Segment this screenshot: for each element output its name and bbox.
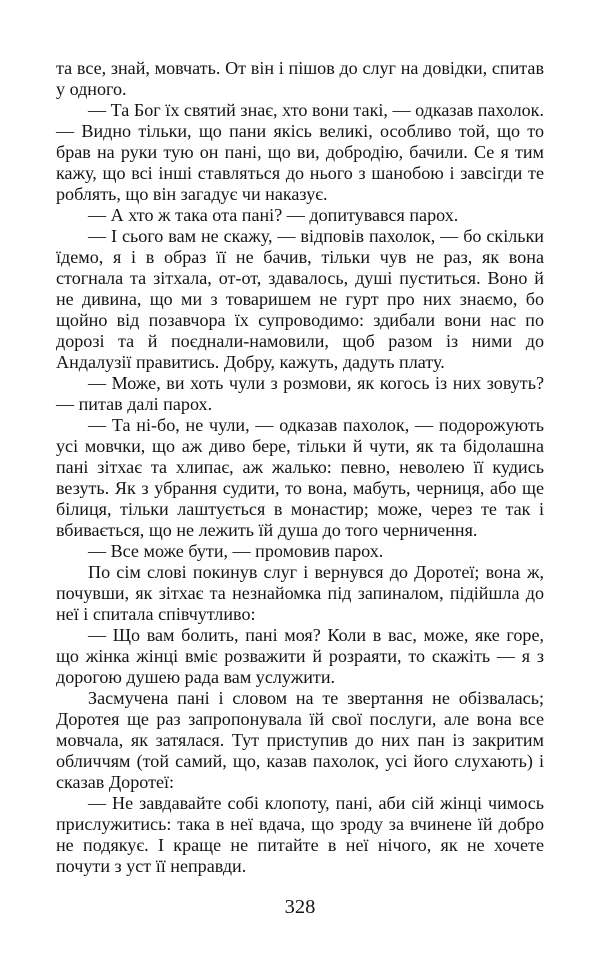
paragraph-6: — Та ні-бо, не чули, — одказав пахолок, — подорожують усі мовчки, що аж диво бере, тільки й чути, як та бідолашна пані зітхає та хлипає, аж жалько: певно, неволею її кудись везуть. Як з убрання судити, то вона, мабуть, черниця, або ще білиця, тільки лаштується в монастир; може, через те так і вбивається, що не лежить їй душа до того черничення. xyxy=(56,415,544,540)
paragraph-2: — Та Бог їх святий знає, хто вони такі, — одказав пахолок. — Видно тільки, що пани якісь великі, особливо той, що то брав на руки тую он пані, що ви, добродію, бачили. Се я тим кажу, що всі інші ставляться до нього з шанобою і завсігди те роблять, що він загадує чи наказує. xyxy=(56,100,544,204)
paragraph-9: — Що вам болить, пані моя? Коли в вас, може, яке горе, що жінка жінці вміє розважити й розраяти, то скажіть — я з дорогою душею рада вам услужити. xyxy=(56,625,544,687)
paragraph-11: — Не завдавайте собі клопоту, пані, аби сій жінці чимось прислужитись: така в неї вдача, що зроду за вчинене їй добро не подякує. І краще не питайте в неї нічого, як не хочете почути з уст її неправди. xyxy=(56,793,544,876)
paragraph-4: — І сього вам не скажу, — відповів пахолок, — бо скільки їдемо, я і в образ її не бачив, тільки чув не раз, як вона стогнала та зітхала, от-от, здавалось, душі пуститься. Воно й не дивина, що ми з товаришем не гурт про них знаємо, бо щойно від позавчора їх супроводимо: здибали вони нас по дорозі та й поєднали-намовили, щоб разом із ними до Андалузії правитись. Добру, кажуть, дадуть плату. xyxy=(56,226,544,372)
paragraph-10: Засмучена пані і словом на те звертання не обізвалась; Доротея ще раз запропонувала їй свої послуги, але вона все мовчала, як затялася. Тут приступив до них пан із закритим обличчям (той самий, що, казав пахолок, усі його слухають) і сказав Доротеї: xyxy=(56,688,544,792)
book-page-text xyxy=(56,58,544,877)
paragraph-5: — Може, ви хоть чули з розмови, як когось із них зовуть? — питав далі парох. xyxy=(56,373,544,414)
paragraph-7: — Все може бути, — промовив парох. xyxy=(88,541,384,561)
page-number: 328 xyxy=(284,896,316,918)
paragraph-8: По сім слові покинув слуг і вернувся до Доротеї; вона ж, почувши, як зітхає та незнайомка під запиналом, підійшла до неї і спитала співчутливо: xyxy=(56,562,544,624)
paragraph-1: та все, знай, мовчать. От він і пішов до слуг на довідки, спитав у одного. xyxy=(56,58,544,99)
paragraph-3: — А хто ж така ота пані? — допитувався парох. xyxy=(88,205,459,225)
